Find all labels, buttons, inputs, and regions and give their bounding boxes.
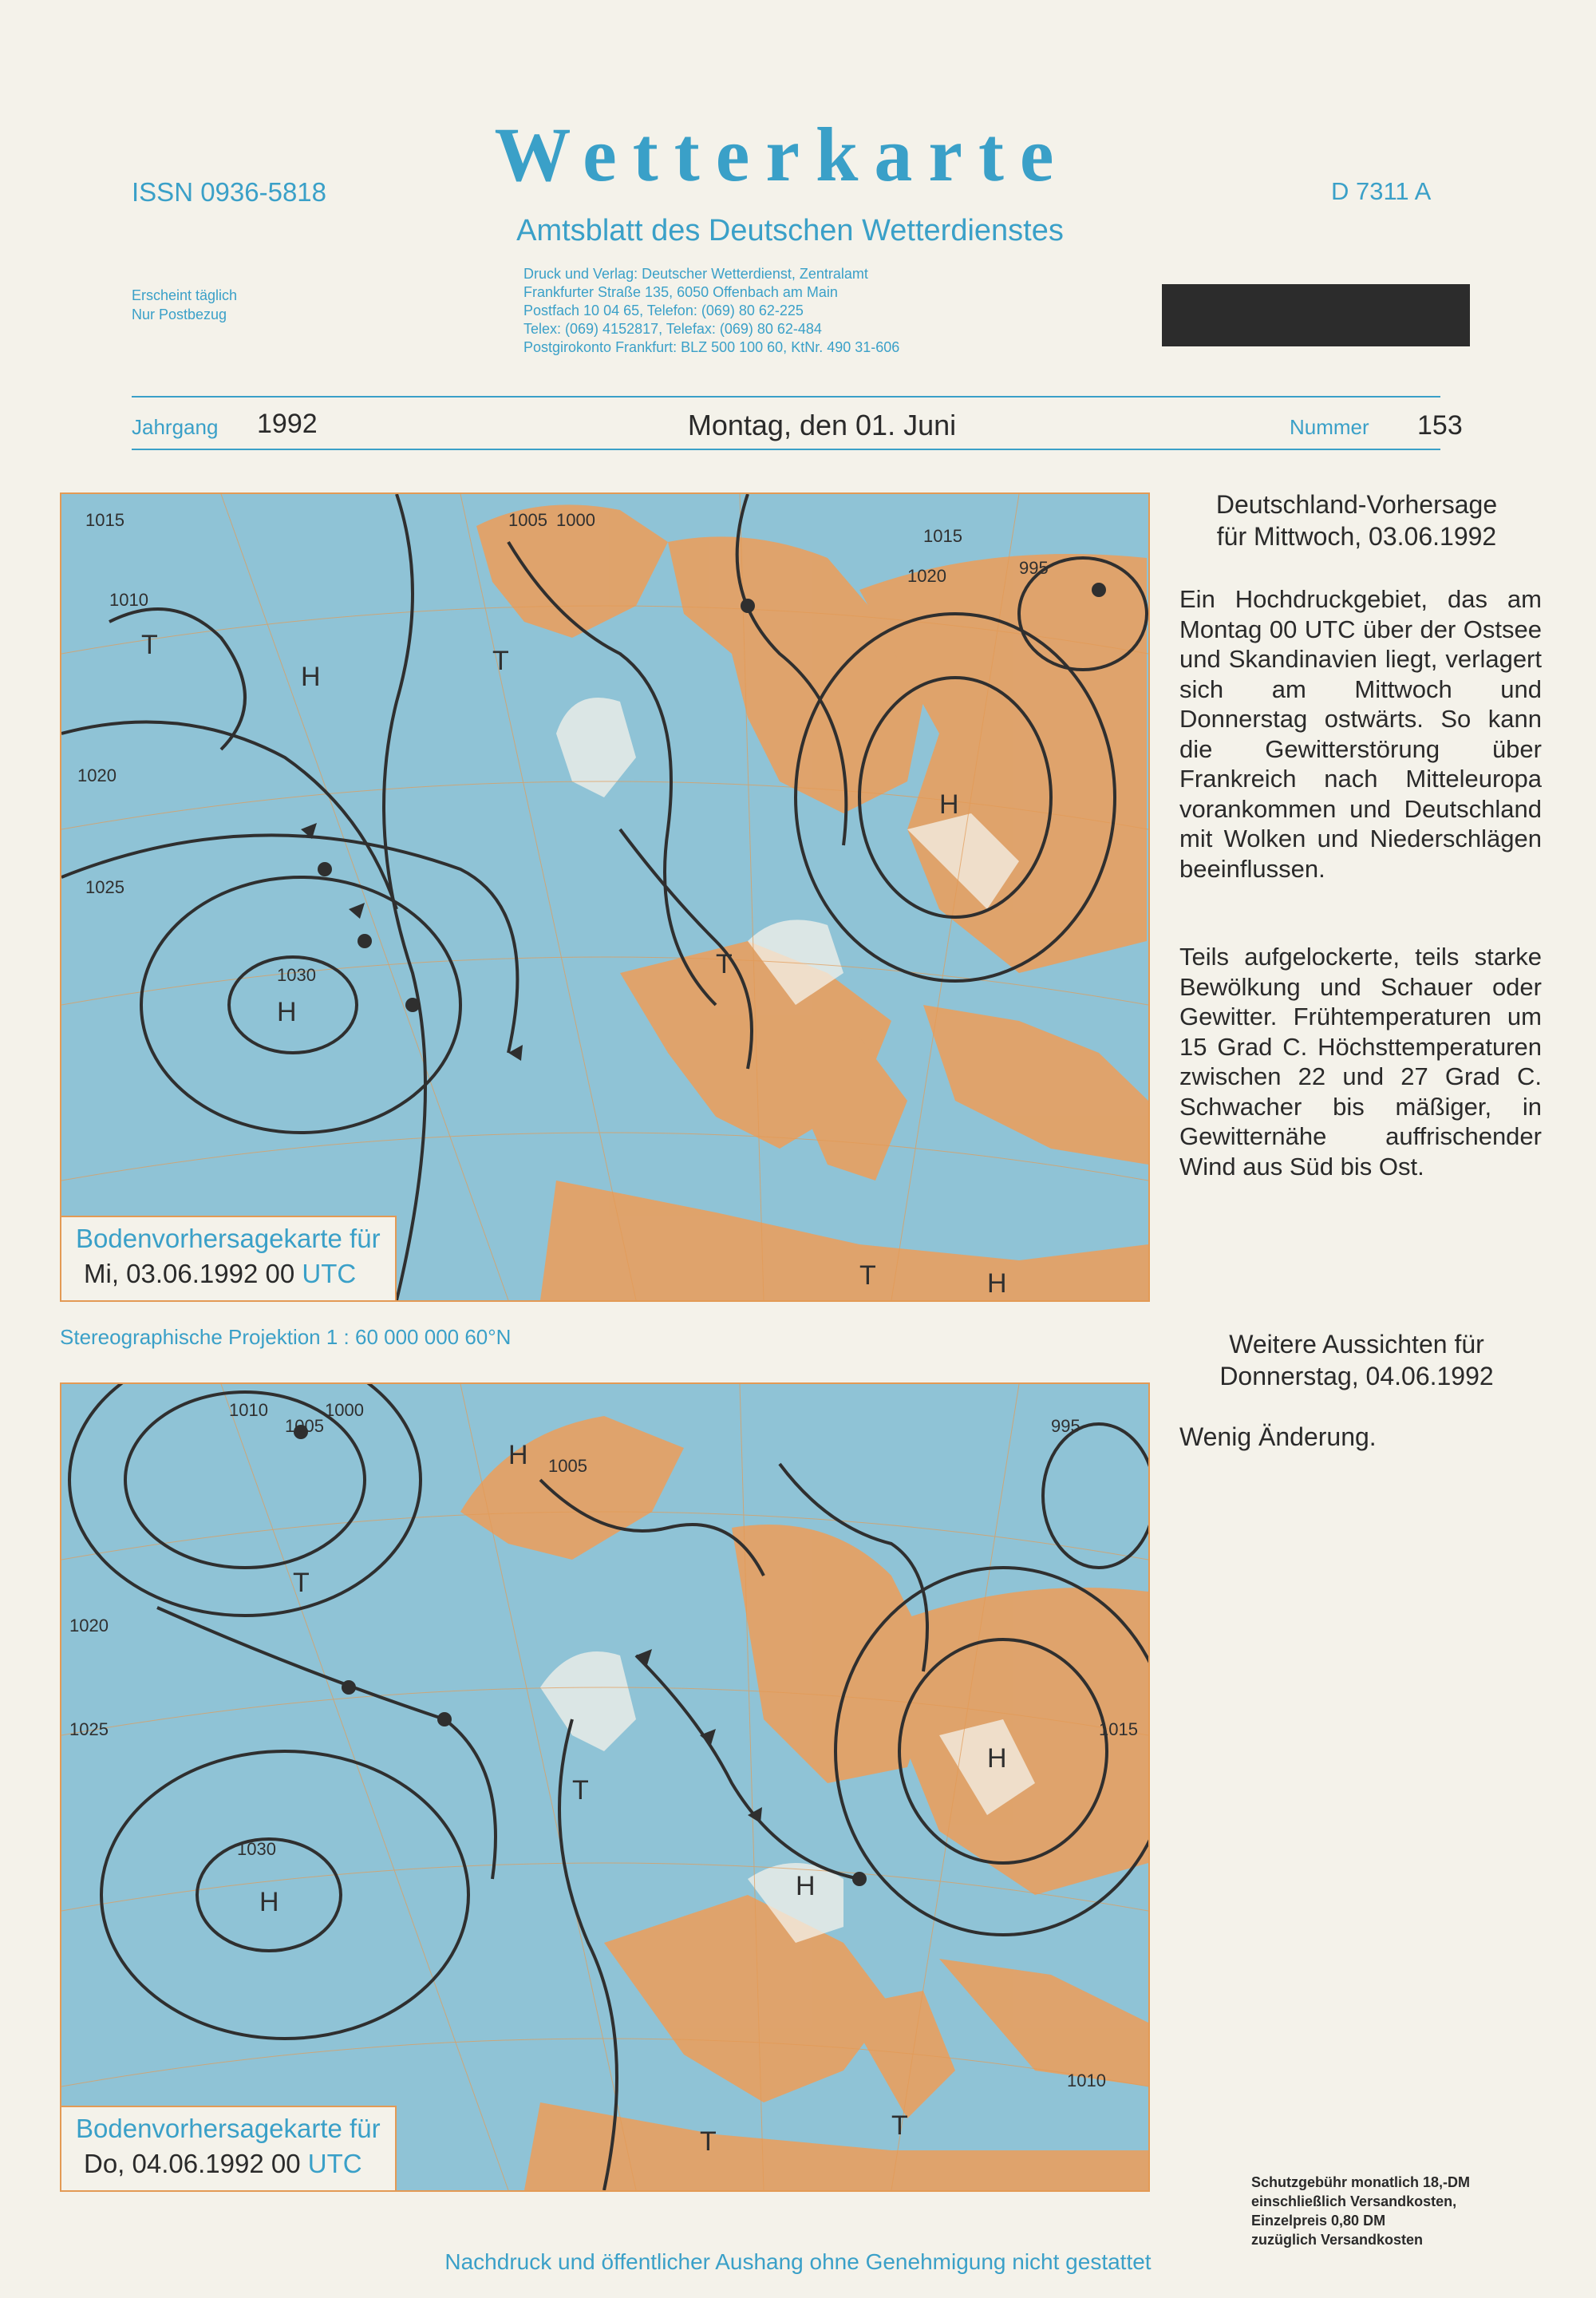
pressure-center: H xyxy=(796,1871,816,1901)
nummer-value: 153 xyxy=(1417,410,1463,441)
map-caption: Bodenvorhersagekarte für Do, 04.06.1992 00 UTC xyxy=(61,2106,397,2190)
doc-number: D 7311 A xyxy=(1331,177,1432,205)
forecast-paragraph: Ein Hochdruckgebiet, das am Montag 00 UTC über der Ostsee und Skandinavien liegt, verlagert sich am Mittwoch und Donnerstag ostwärts. So kann die Gewitterstörung über Frankreich nach Mitteleuropa vorankommen und Deutschland mit Wolken und Niederschlägen beeinflussen. xyxy=(1179,585,1542,883)
divider xyxy=(132,396,1440,398)
weather-map-wednesday xyxy=(60,492,1150,1302)
publisher-info: Druck und Verlag: Deutscher Wetterdienst, Zentralamt Frankfurter Straße 135, 6050 Offenbach am Main Postfach 10 04 65, Telefon: (069) 80 62-225 Telex: (069) 4152817, Telefax: (069) 80 62-484 Postgirokonto Frankfurt: BLZ 500 100 60, KtNr. 490 31-606 xyxy=(523,266,900,355)
map-caption: Bodenvorhersagekarte für Mi, 03.06.1992 00 UTC xyxy=(61,1216,397,1300)
subtitle: Amtsblatt des Deutschen Wetterdienstes xyxy=(516,214,1064,247)
weather-map-thursday xyxy=(60,1382,1150,2192)
pressure-center: T xyxy=(572,1775,589,1806)
pressure-center: T xyxy=(492,646,509,676)
map-graphic xyxy=(61,1384,1148,2190)
isobar-label: 1005 xyxy=(548,1456,587,1476)
outlook-text: Wenig Änderung. xyxy=(1179,1422,1377,1451)
outlook-title: Weitere Aussichten für Donnerstag, 04.06.1992 xyxy=(1219,1330,1494,1390)
pressure-center: H xyxy=(301,662,321,692)
isobar-label: 1015 xyxy=(923,526,962,546)
isobar-label: 1015 xyxy=(1099,1719,1138,1739)
isobar-label: 1010 xyxy=(229,1400,268,1420)
map-graphic xyxy=(61,494,1148,1300)
pressure-center: T xyxy=(700,2126,717,2157)
pressure-center: T xyxy=(716,949,733,979)
nummer-label: Nummer xyxy=(1290,415,1369,439)
pressure-center: H xyxy=(987,1268,1007,1299)
price-note: Schutzgebühr monatlich 18,-DM einschließlich Versandkosten, Einzelpreis 0,80 DM zuzüglich Versandkosten xyxy=(1251,2174,1471,2248)
footer-notice: Nachdruck und öffentlicher Aushang ohne Genehmigung nicht gestattet xyxy=(444,2249,1152,2274)
isobar-label: 1030 xyxy=(277,965,316,985)
isobar-label: 1020 xyxy=(907,566,946,586)
jahrgang-label: Jahrgang xyxy=(132,415,219,439)
isobar-label: 1030 xyxy=(237,1839,276,1859)
isobar-label: 995 xyxy=(1051,1416,1080,1436)
pressure-center: T xyxy=(293,1568,310,1598)
issn: ISSN 0936-5818 xyxy=(132,177,327,207)
isobar-label: 1025 xyxy=(85,877,124,897)
forecast-title: Deutschland-Vorhersage für Mittwoch, 03.06.1992 xyxy=(1215,490,1498,551)
redacted-label xyxy=(1162,284,1470,346)
isobar-label: 1000 xyxy=(556,510,595,530)
isobar-label: 1000 xyxy=(325,1400,364,1420)
isobar-label: 995 xyxy=(1019,558,1049,578)
pressure-center: H xyxy=(939,789,959,820)
pressure-center: H xyxy=(277,997,297,1027)
pressure-center: T xyxy=(891,2110,908,2141)
isobar-label: 1005 xyxy=(508,510,547,530)
isobar-label: 1020 xyxy=(69,1616,109,1635)
isobar-label: 1020 xyxy=(77,765,117,785)
frequency-note: Erscheint täglich Nur Postbezug xyxy=(132,287,238,322)
pressure-center: H xyxy=(987,1743,1007,1774)
isobar-label: 1015 xyxy=(85,510,124,530)
isobar-label: 1005 xyxy=(285,1416,324,1436)
isobar-label: 1025 xyxy=(69,1719,109,1739)
page-title: Wetterkarte xyxy=(494,112,1070,197)
projection-note: Stereographische Projektion 1 : 60 000 000 60°N xyxy=(60,1325,512,1349)
pressure-center: H xyxy=(259,1887,279,1917)
isobar-label: 1010 xyxy=(1067,2071,1106,2090)
issue-date: Montag, den 01. Juni xyxy=(687,409,957,441)
pressure-center: T xyxy=(859,1260,876,1291)
jahrgang-value: 1992 xyxy=(257,409,318,439)
divider xyxy=(132,449,1440,450)
pressure-center: H xyxy=(508,1440,528,1470)
isobar-label: 1010 xyxy=(109,590,148,610)
pressure-center: T xyxy=(141,630,158,660)
forecast-paragraph: Teils aufgelockerte, teils starke Bewölkung und Schauer oder Gewitter. Frühtemperaturen um 15 Grad C. Höchsttemperaturen zwischen 22 und 27 Grad C. Schwacher bis mäßiger, in Gewitternähe auffrischender Wind aus Süd bis Ost. xyxy=(1179,943,1542,1181)
